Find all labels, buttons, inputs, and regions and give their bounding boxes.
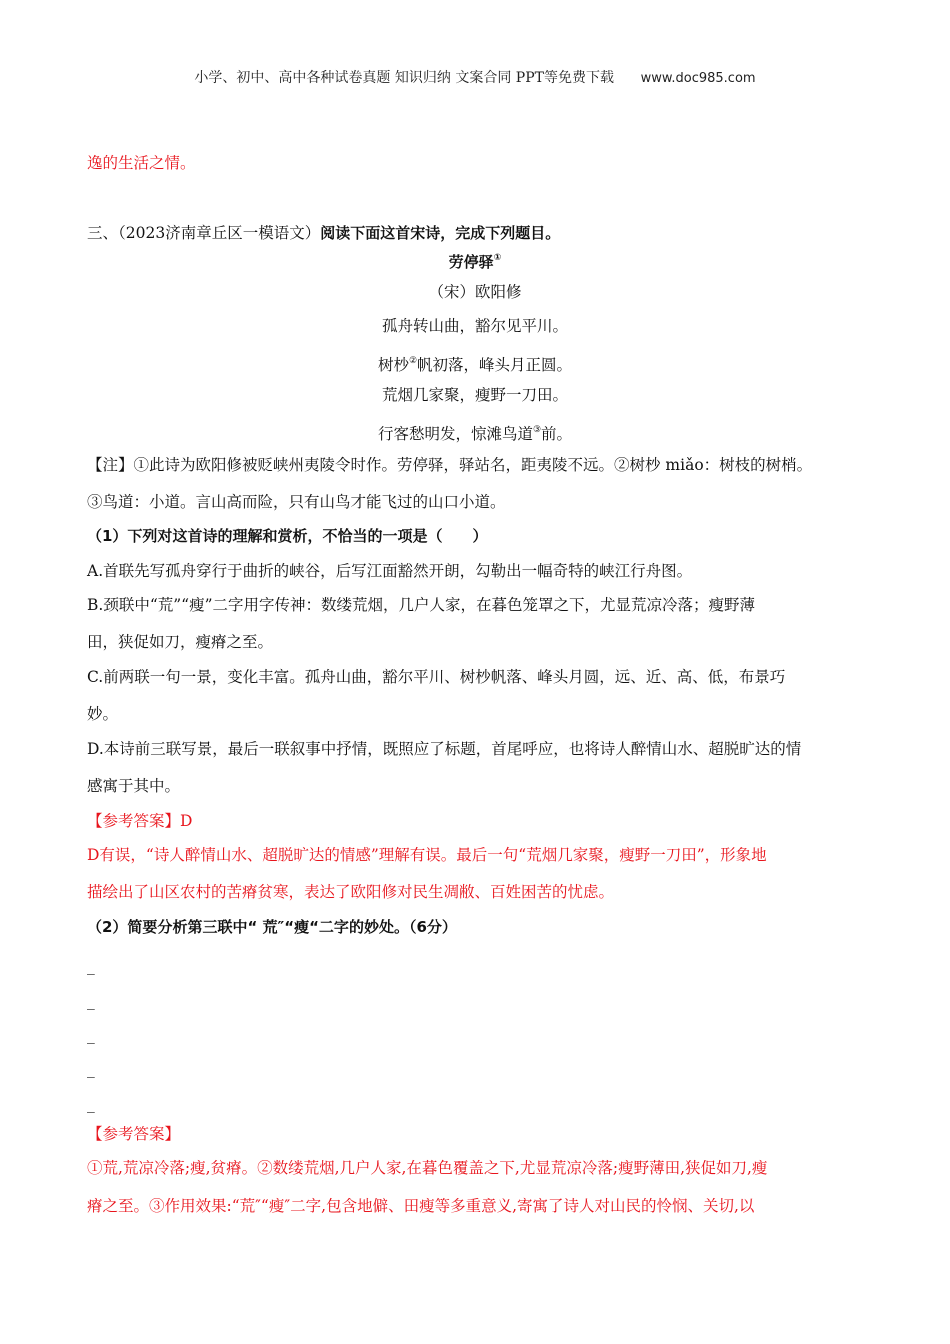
option-c-cont: 妙。 — [87, 705, 119, 723]
answer-blank[interactable]: _ — [87, 1060, 95, 1078]
poem-line-text: 荒烟几家聚，瘦野一刀田。 — [381, 386, 568, 404]
q1-answer-label: 【参考答案】D — [87, 812, 193, 830]
option-c: C.前两联一句一景，变化丰富。孤舟山曲，豁尔平川、树杪帆落、峰头月圆，远、近、高、低，布景巧 — [87, 668, 786, 686]
q1-analysis: 描绘出了山区农村的苦瘠贫寒，表达了欧阳修对民生凋敝、百姓困苦的忧虑。 — [87, 883, 615, 901]
answer-blank[interactable]: _ — [87, 1026, 95, 1044]
answer-blank[interactable]: _ — [87, 957, 95, 975]
option-a: A.首联先写孤舟穿行于曲折的峡谷，后写江面豁然开朗，勾勒出一幅奇特的峡江行舟图。 — [87, 562, 693, 580]
poem-line-text: 孤舟转山曲，豁尔见平川。 — [381, 317, 568, 335]
poem-note: 【注】①此诗为欧阳修被贬峡州夷陵令时作。劳停驿，驿站名，距夷陵不远。②树杪 miǎo：树枝的树梢。 — [87, 456, 813, 474]
note-marker: ② — [408, 356, 418, 366]
question-heading — [87, 223, 560, 243]
option-b: B.颈联中“荒”“瘦”二字用字传神：数缕荒烟，几户人家，在暮色笼罩之下，尤显荒凉冷落；瘦野薄 — [87, 596, 756, 614]
previous-answer-tail: 逸的生活之情。 — [87, 154, 196, 172]
answer-blank[interactable]: _ — [87, 1095, 95, 1113]
option-d-cont: 感寓于其中。 — [87, 777, 181, 795]
q2-answer: 瘠之至。③作用效果:“荒″“瘦″二字,包含地僻、田瘦等多重意义,寄寓了诗人对山民的怜悯、关切,以 — [87, 1197, 755, 1215]
q1-stem: （1）下列对这首诗的理解和赏析，不恰当的一项是（ ） — [87, 527, 488, 545]
poem-line-text: 树杪 — [377, 356, 409, 374]
header-text: 小学、初中、高中各种试卷真题 知识归纳 文案合同 PPT等免费下载 — [194, 70, 614, 86]
question-source: 三、（2023济南章丘区一模语文） — [87, 224, 321, 242]
poem-note: ③鸟道：小道。言山高而险，只有山鸟才能飞过的山口小道。 — [87, 493, 506, 511]
q2-answer: ①荒,荒凉冷落;瘦,贫瘠。②数缕荒烟,几户人家,在暮色覆盖之下,尤显荒凉冷落;瘦野薄田,狭促如刀,瘦 — [87, 1159, 768, 1177]
q2-answer-label: 【参考答案】 — [87, 1125, 181, 1143]
poem-line-text: 行客愁明发，惊滩鸟道 — [377, 425, 533, 443]
q1-analysis: D有误，“诗人醉情山水、超脱旷达的情感”理解有误。最后一句“荒烟几家聚，瘦野一刀田”，形象地 — [87, 846, 767, 864]
poem-line — [0, 385, 950, 405]
poem-line-text: 帆初落，峰头月正圆。 — [417, 356, 573, 374]
page-header — [0, 68, 950, 89]
poem-line — [0, 420, 950, 444]
note-marker: ③ — [532, 425, 542, 435]
poem-title — [0, 248, 950, 272]
answer-blank[interactable]: _ — [87, 992, 95, 1010]
poem-line-text: 前。 — [541, 425, 573, 443]
question-instruction: 阅读下面这首宋诗，完成下列题目。 — [320, 224, 561, 242]
poem-title-text: 劳停驿 — [448, 253, 494, 271]
poem-author: （宋）欧阳修 — [428, 283, 522, 301]
option-d: D.本诗前三联写景，最后一联叙事中抒情，既照应了标题，首尾呼应，也将诗人醉情山水、超脱旷达的情 — [87, 740, 802, 758]
note-marker: ① — [493, 253, 502, 263]
option-b-cont: 田，狭促如刀，瘦瘠之至。 — [87, 633, 274, 651]
poem-line — [0, 316, 950, 336]
header-site-link[interactable]: www.doc985.com — [640, 71, 756, 86]
poem-line — [0, 351, 950, 375]
q2-stem: （2）简要分析第三联中“ 荒″“瘦“二字的妙处。（6分） — [87, 918, 457, 936]
